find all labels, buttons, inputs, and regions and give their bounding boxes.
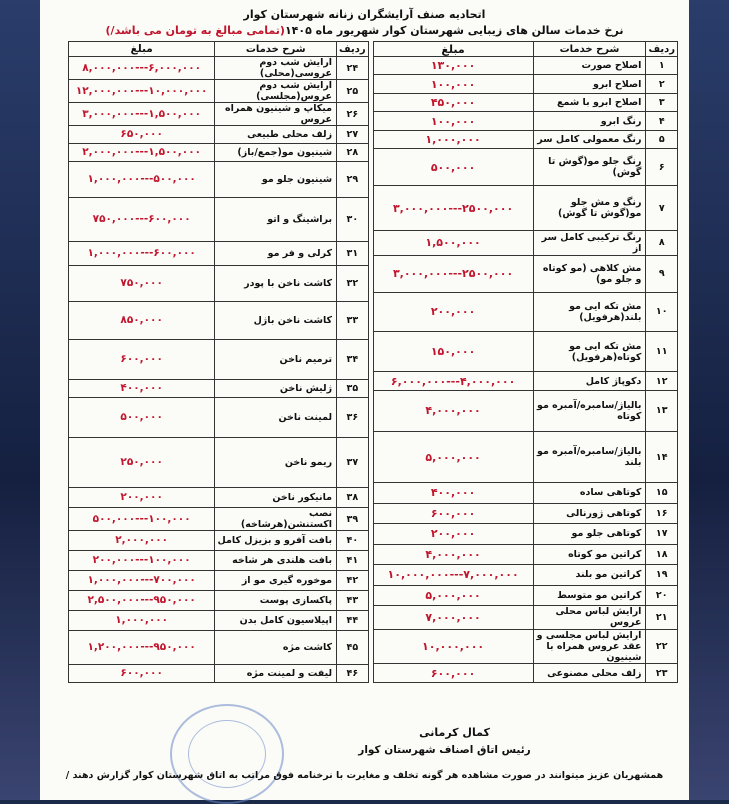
table-row [69, 531, 369, 551]
service-name: لمینت ناخن [215, 398, 337, 438]
service-name: کاشت مژه [215, 631, 337, 665]
row-number: ۴۱ [337, 551, 369, 571]
service-name: اپیلاسیون کامل بدن [215, 611, 337, 631]
row-number: ۴۲ [337, 571, 369, 591]
row-number: ۱۵ [646, 483, 678, 503]
service-name: شینیون مو(جمع/باز) [215, 144, 337, 162]
service-name: کراتین مو کوتاه [533, 544, 646, 564]
service-name: اصلاح ابرو با شمع [533, 93, 646, 111]
table-row [373, 231, 677, 256]
service-price: ۵۰۰,۰۰۰ [69, 398, 215, 438]
service-name: میکاپ و شینیون همراه عروس [215, 103, 337, 126]
row-number: ۱ [646, 57, 678, 75]
service-name: پاکسازی پوست [215, 591, 337, 611]
row-number: ۲۸ [337, 144, 369, 162]
row-number: ۳۶ [337, 398, 369, 438]
service-name: براشینگ و اتو [215, 198, 337, 242]
service-name: کراتین مو متوسط [533, 585, 646, 605]
service-name: دکوپاژ کامل [533, 372, 646, 390]
service-name: کوتاهی جلو مو [533, 524, 646, 544]
table-row [69, 438, 369, 488]
row-number: ۳۸ [337, 488, 369, 508]
table-row [373, 524, 677, 544]
signatory-title: رئیس اتاق اصناف شهرستان کوار [358, 744, 531, 756]
service-name: شینیون جلو مو [215, 162, 337, 198]
row-number: ۴۵ [337, 631, 369, 665]
table-row [373, 483, 677, 503]
service-price: ۶۰۰,۰۰۰ [69, 665, 215, 683]
service-name: بالیاژ/سامبره/آمبره مو کوتاه [533, 390, 646, 431]
background-left [0, 0, 40, 800]
row-number: ۳ [646, 93, 678, 111]
service-name: موخوره گیری مو از [215, 571, 337, 591]
service-name: کاشت ناخن با پودر [215, 266, 337, 302]
service-name: آرایش لباس مجلسی و عقد عروس همراه با شینیون [533, 629, 646, 664]
table-row [69, 126, 369, 144]
row-number: ۱۰ [646, 292, 678, 331]
table-row [373, 372, 677, 390]
row-number: ۳۵ [337, 380, 369, 398]
service-name: رنگ جلو مو(گوش تا گوش) [533, 149, 646, 186]
price-list-title [40, 24, 689, 37]
table-row [69, 80, 369, 103]
service-name: اصلاح صورت [533, 57, 646, 75]
row-number: ۳۹ [337, 508, 369, 531]
currency-note: (تمامی مبالغ به تومان می باشد/) [105, 24, 285, 37]
service-name: مش تکه ایی مو کوتاه(هرفویل) [533, 331, 646, 372]
service-price: ۱,۰۰۰,۰۰۰ [373, 130, 533, 148]
table-row [69, 611, 369, 631]
service-price: ۸۵۰,۰۰۰ [69, 302, 215, 340]
row-number: ۱۳ [646, 390, 678, 431]
table-row [373, 130, 677, 148]
service-name: مش کلاهی (مو کوتاه و جلو مو) [533, 255, 646, 292]
service-name: زلف محلی طبیعی [215, 126, 337, 144]
table-row [373, 565, 677, 585]
row-number: ۲۳ [646, 664, 678, 683]
right-price-table [373, 41, 678, 683]
table-row [69, 144, 369, 162]
table-row [373, 390, 677, 431]
service-price: ۶۰۰,۰۰۰---۷۵۰,۰۰۰ [69, 198, 215, 242]
right-table-body [373, 57, 677, 683]
service-price: ۴,۰۰۰,۰۰۰---۶,۰۰۰,۰۰۰ [373, 372, 533, 390]
table-row [69, 242, 369, 266]
right-table-header [373, 42, 677, 57]
row-number: ۶ [646, 149, 678, 186]
service-price: ۲۵۰,۰۰۰ [69, 438, 215, 488]
row-number: ۳۳ [337, 302, 369, 340]
row-number: ۱۲ [646, 372, 678, 390]
service-price: ۵۰۰,۰۰۰ [373, 149, 533, 186]
service-price: ۷,۰۰۰,۰۰۰ [373, 606, 533, 630]
service-name: ترمیم ناخن [215, 340, 337, 380]
tables-grid [68, 41, 678, 683]
row-number: ۵ [646, 130, 678, 148]
complaint-notice: همشهریان عزیز میتوانند در صورت مشاهده هر گونه تخلف و مغایرت با نرخنامه فوق مراتب به اتاق شهرستان کوار گزارش دهند / [65, 770, 664, 781]
service-name: بافت آفرو و بزیزل کامل [215, 531, 337, 551]
service-price: ۶,۰۰۰,۰۰۰---۸,۰۰۰,۰۰۰ [69, 57, 215, 80]
service-price: ۱۰۰,۰۰۰---۵۰۰,۰۰۰ [69, 508, 215, 531]
row-number: ۲۶ [337, 103, 369, 126]
row-number: ۱۴ [646, 431, 678, 482]
table-row [373, 585, 677, 605]
row-number: ۲۷ [337, 126, 369, 144]
service-price: ۵,۰۰۰,۰۰۰ [373, 585, 533, 605]
service-name: رنگ ترکیبی کامل سر از [533, 231, 646, 256]
table-row [373, 57, 677, 75]
service-name: ریمو ناخن [215, 438, 337, 488]
union-title: اتحادیه صنف آرایشگران زنانه شهرستان کوار [243, 8, 486, 21]
service-price: ۲,۰۰۰,۰۰۰ [69, 531, 215, 551]
table-row [373, 93, 677, 111]
table-row [69, 398, 369, 438]
service-price: ۱,۵۰۰,۰۰۰---۲,۰۰۰,۰۰۰ [69, 144, 215, 162]
table-row [373, 186, 677, 231]
row-number: ۱۸ [646, 544, 678, 564]
table-row [373, 149, 677, 186]
service-price: ۲۵۰۰,۰۰۰---۳,۰۰۰,۰۰۰ [373, 186, 533, 231]
table-row [69, 302, 369, 340]
col-price-header: مبلغ [69, 42, 215, 57]
background-right [689, 0, 729, 800]
service-name: بالیاژ/سامبره/آمبره مو بلند [533, 431, 646, 482]
row-number: ۴۳ [337, 591, 369, 611]
table-row [373, 544, 677, 564]
service-price: ۹۵۰,۰۰۰---۲,۵۰۰,۰۰۰ [69, 591, 215, 611]
table-row [373, 431, 677, 482]
left-table-header [69, 42, 369, 57]
service-name: لیفت و لمینت مژه [215, 665, 337, 683]
service-price: ۱۰,۰۰۰,۰۰۰---۱۲,۰۰۰,۰۰۰ [69, 80, 215, 103]
service-price: ۴,۰۰۰,۰۰۰ [373, 544, 533, 564]
col-service-header: شرح خدمات [533, 42, 646, 57]
service-price: ۴۰۰,۰۰۰ [373, 483, 533, 503]
table-row [373, 255, 677, 292]
table-row [373, 629, 677, 664]
service-price: ۱۰۰,۰۰۰ [373, 75, 533, 93]
row-number: ۲۹ [337, 162, 369, 198]
row-number: ۲۴ [337, 57, 369, 80]
left-table-body [69, 57, 369, 683]
table-row [373, 503, 677, 523]
table-row [69, 340, 369, 380]
row-number: ۳۰ [337, 198, 369, 242]
table-row [69, 508, 369, 531]
service-name: اصلاح ابرو [533, 75, 646, 93]
service-name: کوتاهی ژورنالی [533, 503, 646, 523]
table-row [69, 551, 369, 571]
price-list-title-main: نرخ خدمات سالن های زیبایی شهرستان کوار شهریور ماه ۱۴۰۵ [284, 24, 624, 37]
service-price: ۱,۵۰۰,۰۰۰---۳,۰۰۰,۰۰۰ [69, 103, 215, 126]
table-row [69, 57, 369, 80]
table-row [69, 198, 369, 242]
table-row [373, 292, 677, 331]
service-name: کرلی و فر مو [215, 242, 337, 266]
service-name: کراتین مو بلند [533, 565, 646, 585]
signatory-name: کمال کرمانی [419, 726, 490, 739]
row-number: ۲۵ [337, 80, 369, 103]
service-price: ۵,۰۰۰,۰۰۰ [373, 431, 533, 482]
table-row [69, 380, 369, 398]
row-number: ۸ [646, 231, 678, 256]
row-number: ۲ [646, 75, 678, 93]
service-name: مش تکه ایی مو بلند(هرفویل) [533, 292, 646, 331]
service-price: ۲۰۰,۰۰۰ [373, 292, 533, 331]
service-price: ۷۵۰,۰۰۰ [69, 266, 215, 302]
col-num-header: ردیف [646, 42, 678, 57]
row-number: ۱۱ [646, 331, 678, 372]
service-name: آرایش شب دوم عروسی(محلی) [215, 57, 337, 80]
service-price: ۶۰۰,۰۰۰ [69, 340, 215, 380]
service-price: ۲۵۰۰,۰۰۰---۳,۰۰۰,۰۰۰ [373, 255, 533, 292]
service-price: ۱۵۰,۰۰۰ [373, 331, 533, 372]
service-price: ۱۳۰,۰۰۰ [373, 57, 533, 75]
row-number: ۴۰ [337, 531, 369, 551]
row-number: ۲۰ [646, 585, 678, 605]
service-name: کوتاهی ساده [533, 483, 646, 503]
row-number: ۱۶ [646, 503, 678, 523]
price-list-sheet [40, 0, 689, 800]
service-name: کاشت ناخن باژل [215, 302, 337, 340]
table-row [373, 112, 677, 130]
service-name: مانیکور ناخن [215, 488, 337, 508]
service-price: ۱۰,۰۰۰,۰۰۰ [373, 629, 533, 664]
service-name: آرایش شب دوم عروس(مجلسی) [215, 80, 337, 103]
service-name: بافت هلندی هر شاخه [215, 551, 337, 571]
service-price: ۱۰۰,۰۰۰ [373, 112, 533, 130]
col-price-header: مبلغ [373, 42, 533, 57]
table-row [69, 665, 369, 683]
row-number: ۳۴ [337, 340, 369, 380]
service-name: نصب اکستنشن(هرشاخه) [215, 508, 337, 531]
service-name: رنگ و مش جلو مو(گوش تا گوش) [533, 186, 646, 231]
row-number: ۴۶ [337, 665, 369, 683]
row-number: ۹ [646, 255, 678, 292]
table-row [373, 606, 677, 630]
service-price: ۵۰۰,۰۰۰---۱,۰۰۰,۰۰۰ [69, 162, 215, 198]
service-price: ۶۰۰,۰۰۰---۱,۰۰۰,۰۰۰ [69, 242, 215, 266]
service-name: رنگ معمولی کامل سر [533, 130, 646, 148]
row-number: ۳۱ [337, 242, 369, 266]
service-name: زلف محلی مصنوعی [533, 664, 646, 683]
service-price: ۴,۰۰۰,۰۰۰ [373, 390, 533, 431]
service-name: آرایش لباس محلی عروس [533, 606, 646, 630]
row-number: ۲۱ [646, 606, 678, 630]
table-row [69, 162, 369, 198]
service-price: ۶۵۰,۰۰۰ [69, 126, 215, 144]
row-number: ۴۴ [337, 611, 369, 631]
service-price: ۴۵۰,۰۰۰ [373, 93, 533, 111]
row-number: ۳۷ [337, 438, 369, 488]
service-price: ۲۰۰,۰۰۰ [69, 488, 215, 508]
table-row [69, 266, 369, 302]
col-num-header: ردیف [337, 42, 369, 57]
table-row [69, 591, 369, 611]
table-row [373, 664, 677, 683]
service-name: ژلیش ناخن [215, 380, 337, 398]
service-price: ۶۰۰,۰۰۰ [373, 503, 533, 523]
table-row [373, 75, 677, 93]
service-price: ۱,۰۰۰,۰۰۰ [69, 611, 215, 631]
service-price: ۱,۵۰۰,۰۰۰ [373, 231, 533, 256]
service-price: ۹۵۰,۰۰۰---۱,۲۰۰,۰۰۰ [69, 631, 215, 665]
row-number: ۲۲ [646, 629, 678, 664]
table-row [373, 331, 677, 372]
service-name: رنگ ابرو [533, 112, 646, 130]
service-price: ۷۰۰,۰۰۰---۱,۰۰۰,۰۰۰ [69, 571, 215, 591]
service-price: ۲۰۰,۰۰۰ [373, 524, 533, 544]
row-number: ۳۲ [337, 266, 369, 302]
col-service-header: شرح خدمات [215, 42, 337, 57]
service-price: ۷,۰۰۰,۰۰۰---۱۰,۰۰۰,۰۰۰ [373, 565, 533, 585]
row-number: ۷ [646, 186, 678, 231]
table-row [69, 571, 369, 591]
table-row [69, 488, 369, 508]
row-number: ۱۷ [646, 524, 678, 544]
service-price: ۱۰۰,۰۰۰---۲۰۰,۰۰۰ [69, 551, 215, 571]
row-number: ۴ [646, 112, 678, 130]
table-row [69, 631, 369, 665]
service-price: ۴۰۰,۰۰۰ [69, 380, 215, 398]
service-price: ۶۰۰,۰۰۰ [373, 664, 533, 683]
row-number: ۱۹ [646, 565, 678, 585]
left-price-table [68, 41, 369, 683]
table-row [69, 103, 369, 126]
